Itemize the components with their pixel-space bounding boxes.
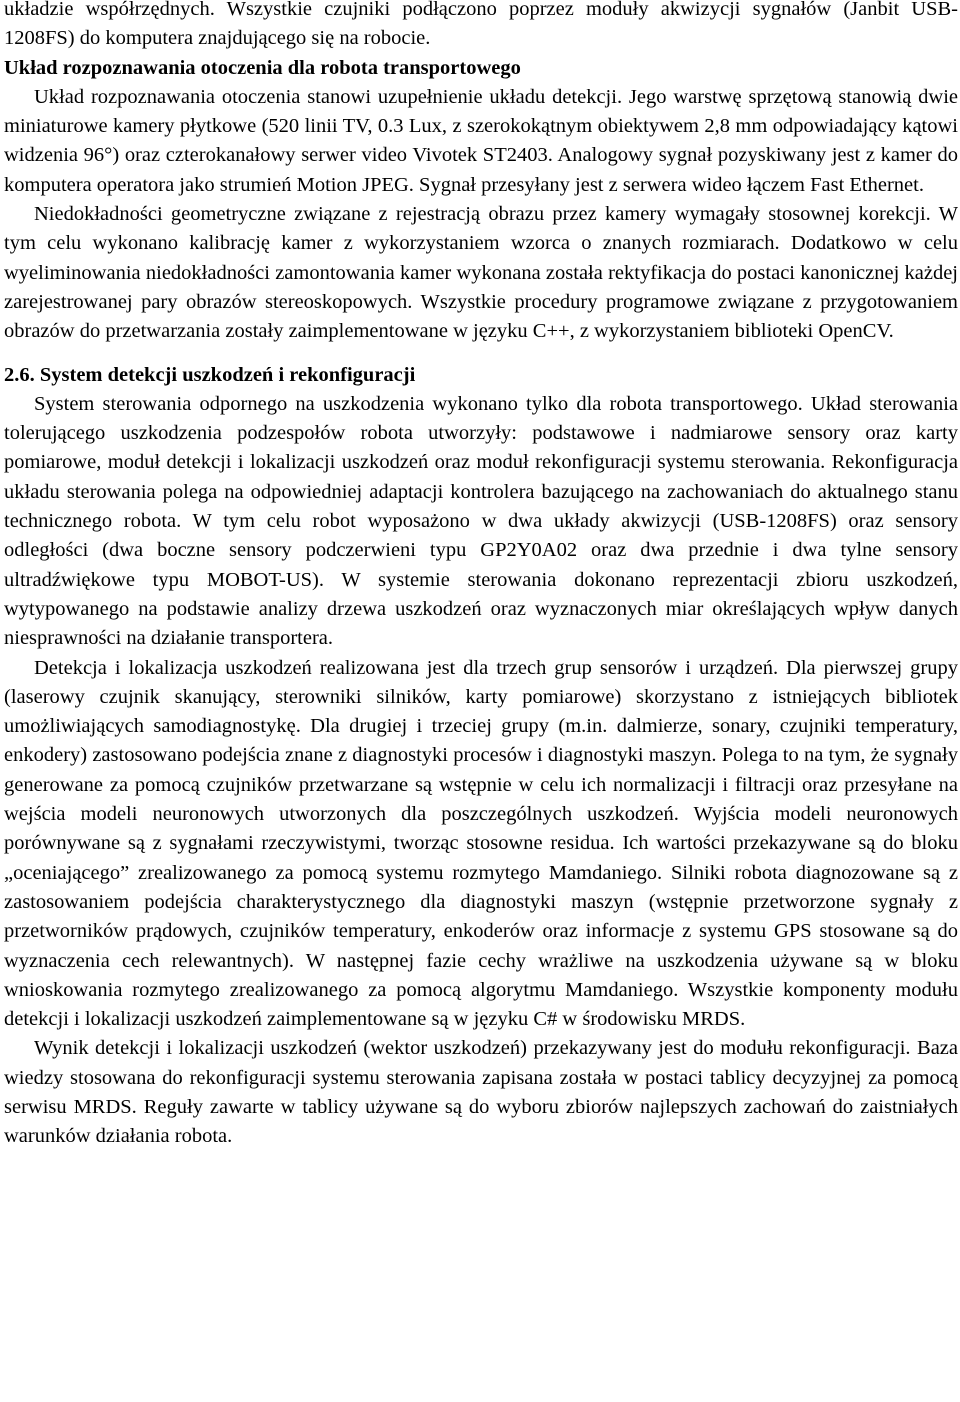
paragraph-fault-detection: Detekcja i lokalizacja uszkodzeń realizowana jest dla trzech grup sensorów i urządzeń. Dla pierwszej grupy (laserowy czujnik skanujący, sterowniki silników, karty pomiarowe) skorzystano z istniejących bibliotek umożliwiających samodiagnostykę. Dla drugiej i trzeciej grupy (m.in. dalmierze, sonary, czujniki temperatury, enkodery) zastosowano podejścia znane z diagnostyki procesów i diagnostyki maszyn. Polega to na tym, że sygnały generowane za pomocą czujników przetwarzane są wstępnie w celu ich normalizacji i filtracji oraz przesyłane na wejścia modeli neuronowych utworzonych dla poszczególnych uszkodzeń. Wyjścia modeli neuronowych porównywane są z sygnałami rzeczywistymi, tworząc stosowne residua. Ich wartości przekazywane są do bloku „oceniającego” zrealizowanego za pomocą systemu rozmytego Mamdaniego. Silniki robota diagnozowane są z zastosowaniem podejścia charakterystycznego dla diagnostyki maszyn (wstępnie przetworzone sygnały z przetworników prądowych, czujników temperatury, enkoderów oraz informacje z systemu GPS stosowane są do wyznaczenia cech relewantnych). W następnej fazie cechy wrażliwe na uszkodzenia używane są w bloku wnioskowania rozmytego zrealizowanego za pomocą algorytmu Mamdaniego. Wszystkie komponenty modułu detekcji i lokalizacji uszkodzeń zaimplementowane są w języku C# w środowisku MRDS.	[4, 656, 958, 1031]
paragraph-continuation: układzie współrzędnych. Wszystkie czujniki podłączono poprzez moduły akwizycji sygnałów (Janbit USB-1208FS) do komputera znajdującego się na robocie.	[4, 0, 958, 50]
section-heading	[4, 361, 958, 390]
paragraph-reconfiguration: Wynik detekcji i lokalizacji uszkodzeń (wektor uszkodzeń) przekazywany jest do modułu rekonfiguracji. Baza wiedzy stosowana do rekonfiguracji systemu sterowania zapisana została w postaci tablicy decyzyjnej za pomocą serwisu MRDS. Reguły zawarte w tablicy używane są do wyboru zbiorów najlepszych zachowań do zaistniałych warunków działania robota.	[4, 1037, 958, 1148]
paragraph-fault-tolerant-control: System sterowania odpornego na uszkodzenia wykonano tylko dla robota transportowego. Układ sterowania tolerującego uszkodzenia podzespołów robota utworzyły: podstawowe i nadmiarowe sensory oraz karty pomiarowe, moduł detekcji i lokalizacji uszkodzeń oraz moduł rekonfiguracji systemu sterowania. Rekonfiguracja układu sterowania polega na odpowiedniej adaptacji kontrolera bazującego na zachowaniach do aktualnego stanu technicznego robota. W tym celu robot wyposażono w dwa układy akwizycji (USB-1208FS) oraz sensory odległości (dwa boczne sensory podczerwieni typu GP2Y0A02 oraz dwa przednie i dwa tylne sensory ultradźwiękowe typu MOBOT-US). W systemie sterowania dokonano reprezentacji zbioru uszkodzeń, wytypowanego na podstawie analizy drzewa uszkodzeń oraz wyznaczonych miar określających wpływ danych niesprawności na działanie transportera.	[4, 392, 958, 650]
paragraph-calibration: Niedokładności geometryczne związane z rejestracją obrazu przez kamery wymagały stosownej korekcji. W tym celu wykonano kalibrację kamer z wykorzystaniem wzorca o znanych rozmiarach. Dodatkowo w celu wyeliminowania niedokładności zamontowania kamer wykonana została rektyfikacja do postaci kanonicznej każdej zarejestrowanej pary obrazów stereoskopowych. Wszystkie procedury programowe związane z przygotowaniem obrazów do przetwarzania zostały zaimplementowane w języku C++, z wykorzystaniem biblioteki OpenCV.	[4, 203, 958, 343]
subheading-environment-recognition: Układ rozpoznawania otoczenia dla robota transportowego	[4, 56, 521, 79]
document-page	[4, 0, 958, 1152]
paragraph-camera-hardware: Układ rozpoznawania otoczenia stanowi uzupełnienie układu detekcji. Jego warstwę sprzętową stanowią dwie miniaturowe kamery płytkowe (520 linii TV, 0.3 Lux, z szerokokątnym obiektywem 2,8 mm odpowiadający kątowi widzenia 96°) oraz czterokanałowy serwer video Vivotek ST2403. Analogowy sygnał pozyskiwany jest z kamer do komputera operatora jako strumień Motion JPEG. Sygnał przesyłany jest z serwera wideo łączem Fast Ethernet.	[4, 85, 958, 196]
section-title: System detekcji uszkodzeń i rekonfiguracji	[39, 363, 416, 386]
section-number: 2.6.	[4, 363, 35, 386]
